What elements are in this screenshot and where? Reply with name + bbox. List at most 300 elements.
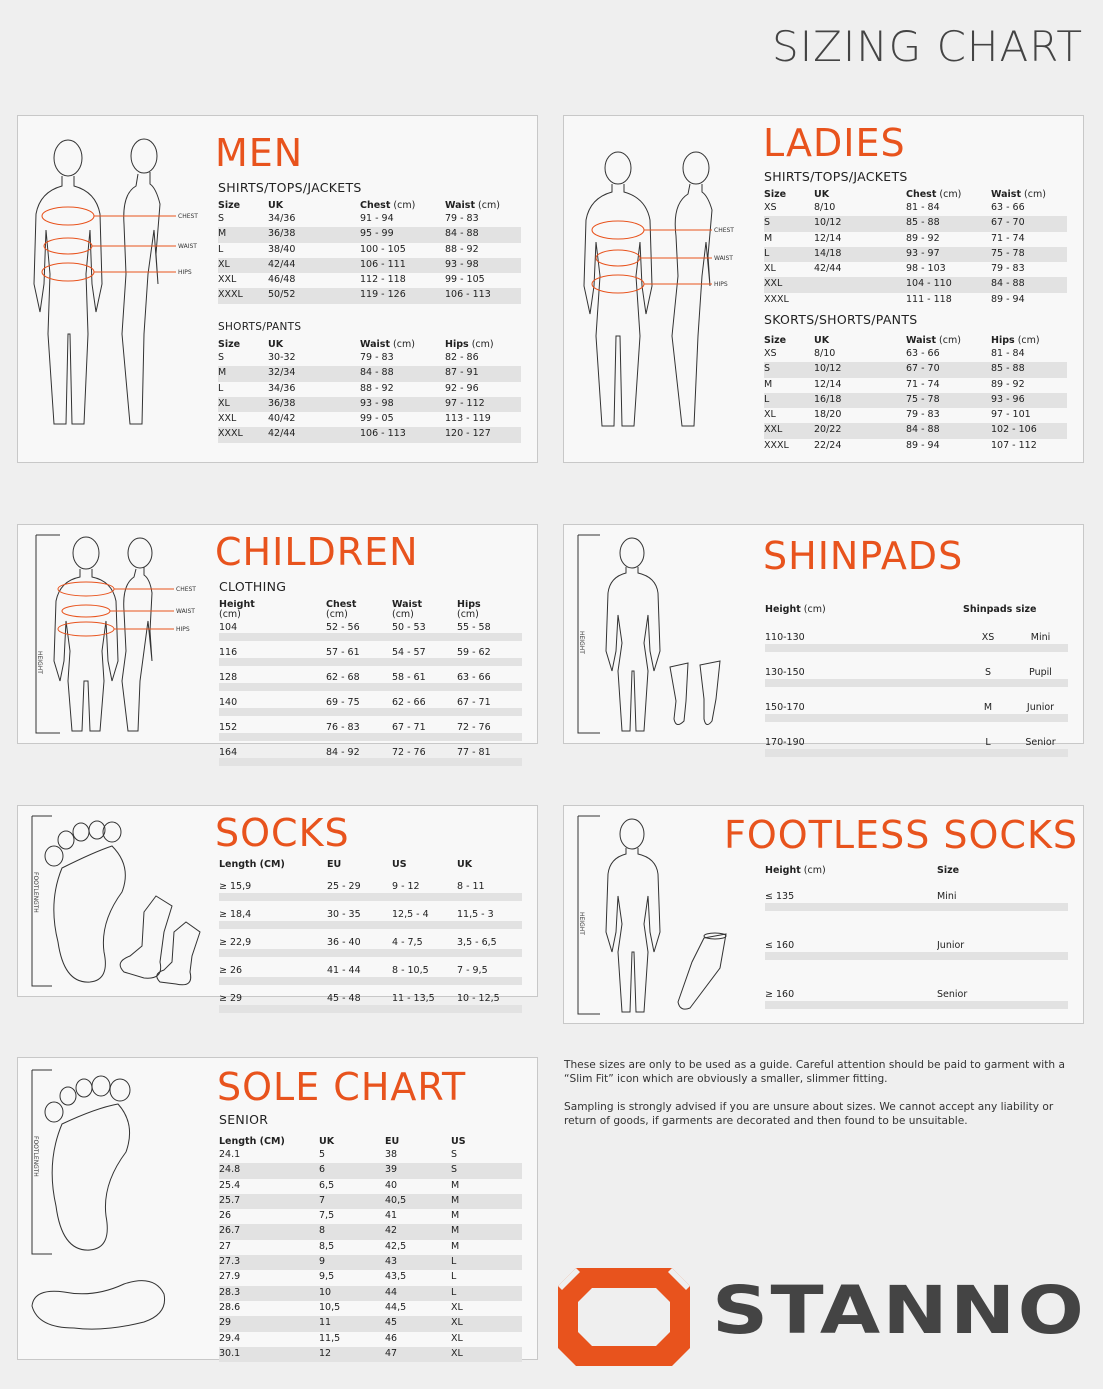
sole-header-cell [319,1135,385,1148]
ladies-shirts-cell: 71 - 74 [991,232,1025,244]
ladies-shorts-cell: 81 - 84 [991,348,1025,359]
sole-cell: 12 [319,1347,332,1359]
men-shorts-header-unit: (cm) [468,339,494,350]
children-cell: 164 [219,747,238,758]
ladies-shorts-cell: 89 - 92 [991,378,1025,390]
children-cell: 67 - 71 [457,697,491,708]
ladies-shirts-row [764,277,1067,292]
men-shirts-row [218,227,521,242]
children-cell: 116 [219,647,238,658]
ladies-shorts-cell: 107 - 112 [991,439,1037,451]
socks-header-cell [219,858,327,871]
ladies-shirts-cell: XS [764,202,777,213]
ladies-shirts-header-cell [764,188,814,201]
shinpads-cell: 150-170 [765,702,805,713]
footless-cell: ≤ 135 [765,891,795,902]
children-card [17,524,538,758]
men-shirts-cell: S [218,213,225,224]
ladies-shirts-header-label: Size [764,189,787,200]
men-shirts-cell: 91 - 94 [360,213,394,224]
shinpads-row [765,737,1068,757]
ladies-shorts-header-cell [906,334,991,347]
sole-cell: 42 [385,1225,398,1237]
ladies-shorts-cell: 84 - 88 [906,424,940,436]
men-shirts-cell: 50/52 [268,289,296,301]
socks-row [219,937,522,957]
children-cell: 62 - 68 [326,672,360,683]
socks-cell: ≥ 29 [219,993,243,1004]
men-shirts-cell: 36/38 [268,228,296,240]
shinpads-cell: 110-130 [765,632,805,643]
men-shirts-row [218,288,521,303]
ladies-shirts-row [764,232,1067,247]
sole-cell: 30.1 [219,1347,241,1359]
ladies-shorts-row [764,362,1067,377]
socks-cell: 25 - 29 [327,881,361,892]
men-shorts-row [218,366,521,381]
men-shirts-row [218,243,521,258]
men-shorts-cell: 82 - 86 [445,352,479,363]
men-shorts-cell: 79 - 83 [360,352,394,363]
ladies-shirts-table [764,188,1067,308]
men-shirts-header-cell [445,199,520,212]
sole-row [219,1332,522,1347]
shinpads-cell: Pupil [1029,667,1052,678]
footless-table [765,864,1068,1038]
men-shirts-cell: XL [218,258,230,270]
ladies-shorts-header-cell [991,334,1066,347]
men-shorts-cell: 120 - 127 [445,428,491,440]
children-cell: 54 - 57 [392,647,426,658]
sole-cell: 43 [385,1256,398,1268]
footless-height-label: HEIGHT [578,912,585,935]
men-shirts-cell: 112 - 118 [360,274,406,286]
men-shorts-body [218,351,521,443]
sole-cell: M [451,1179,460,1191]
men-shorts-header-cell [268,338,360,351]
men-shirts-cell: 42/44 [268,258,296,270]
children-header-label: Chest [326,600,357,610]
socks-row [219,909,522,929]
footless-card [563,805,1084,1024]
children-cell: 84 - 92 [326,747,360,758]
men-shorts-cell: 32/34 [268,367,296,379]
men-hips-label: HIPS [178,269,192,276]
men-shirts-cell: 106 - 111 [360,258,406,270]
socks-cell: 3,5 - 6,5 [457,937,497,948]
sole-cell: 11 [319,1317,332,1329]
men-shirts-row [218,258,521,273]
men-shirts-header-unit: (cm) [475,200,500,211]
ladies-shorts-cell: 102 - 106 [991,424,1037,436]
men-shorts-cell: 84 - 88 [360,367,394,379]
men-shirts-cell: 95 - 99 [360,228,394,240]
children-cell: 72 - 76 [392,747,426,758]
ladies-shirts-header-unit: (cm) [1021,189,1046,200]
socks-cell: 36 - 40 [327,937,361,948]
men-shorts-row [218,427,521,442]
shinpads-height-label: HEIGHT [578,631,585,654]
sole-row [219,1316,522,1331]
children-row [219,722,522,741]
ladies-shorts-header-unit: (cm) [936,335,961,346]
shinpads-header [765,603,1068,616]
shinpads-cell: Senior [1025,737,1056,748]
men-shirts-header-label: UK [268,200,284,211]
shinpads-cell: XS [981,632,995,643]
sole-cell: 26.7 [219,1225,241,1237]
ladies-shirts-body [764,201,1067,308]
sole-cell: 43,5 [385,1271,407,1283]
men-shorts-cell: 34/36 [268,382,296,394]
footless-header-label: Size [937,865,960,876]
shinpads-figure [570,531,750,739]
footless-cell: ≤ 160 [765,940,795,951]
ladies-shirts-row [764,201,1067,216]
children-cell: 52 - 56 [326,622,360,633]
men-shirts-header-label: Chest [360,200,391,211]
ladies-shorts-cell: 97 - 101 [991,409,1031,421]
men-shirts-header [218,199,521,212]
shinpads-table [765,603,1068,772]
men-shirts-cell: 84 - 88 [445,228,479,240]
ladies-title: LADIES [763,121,906,165]
children-cell: 59 - 62 [457,647,491,658]
men-shorts-header-label: Hips [445,339,469,350]
footless-row [765,940,1068,960]
ladies-shorts-cell: 12/14 [814,378,842,390]
socks-foot-label: FOOTLENGTH [32,872,39,913]
ladies-shirts-cell: 81 - 84 [906,202,940,213]
sole-cell: 10 [319,1286,332,1298]
socks-header-cell [327,858,392,871]
ladies-shirts-cell [814,293,906,307]
men-shirts-body [218,212,521,304]
sole-cell: 8,5 [319,1240,335,1252]
stanno-logo-text: STANNO [712,1272,1087,1349]
ladies-shorts-row [764,408,1067,423]
socks-cell: 4 - 7,5 [392,937,423,948]
ladies-shirts-cell: 89 - 94 [991,293,1025,305]
ladies-shirts-cell: S [764,217,771,229]
men-shirts-table [218,199,521,304]
sole-header-cell [219,1135,319,1148]
ladies-shorts-header-label: Size [764,335,787,346]
ladies-shorts-header-unit: (cm) [1014,335,1040,346]
ladies-figure [572,146,757,436]
ladies-shorts-cell: 22/24 [814,439,842,451]
disclaimer-notes [564,1058,1084,1142]
children-cell: 76 - 83 [326,722,360,733]
children-title: CHILDREN [215,530,419,574]
sole-header [219,1135,522,1148]
shinpads-header-label: Height [765,604,801,615]
children-header-unit: (cm) [326,609,348,620]
children-header-label: Height [219,600,255,610]
ladies-shirts-cell: 89 - 92 [906,232,940,244]
ladies-chest-label: CHEST [714,227,734,234]
footless-cell: Senior [937,989,968,1000]
sole-cell: 9 [319,1256,326,1268]
socks-row [219,881,522,901]
ladies-shorts-row [764,347,1067,362]
sole-cell: 7,5 [319,1210,335,1222]
footless-header [765,864,1068,877]
men-shorts-cell: L [218,382,224,394]
men-shorts-row [218,351,521,366]
footless-header-cell [765,864,937,877]
ladies-shirts-cell: 12/14 [814,232,842,244]
ladies-shirts-cell: XXL [764,278,783,290]
men-shirts-cell: 88 - 92 [445,243,479,255]
men-shirts-cell: 106 - 113 [445,289,491,301]
sole-row [219,1255,522,1270]
ladies-shirts-cell: 14/18 [814,247,842,259]
men-shirts-cell: 93 - 98 [445,258,479,270]
children-header-unit: (cm) [457,609,479,620]
footless-figure [570,812,750,1020]
ladies-shirts-cell: 63 - 66 [991,202,1025,213]
men-shorts-cell: 99 - 05 [360,413,394,425]
ladies-shorts-cell: 93 - 96 [991,393,1025,405]
socks-header-label: UK [457,859,473,870]
ladies-shirts-row [764,216,1067,231]
sole-row [219,1194,522,1209]
sole-cell: 44,5 [385,1301,407,1313]
ladies-shorts-row [764,393,1067,408]
sole-header-label: Length (CM) [219,1136,285,1147]
socks-cell: 9 - 12 [392,881,420,892]
men-shorts-cell: 93 - 98 [360,397,394,409]
children-cell: 50 - 53 [392,622,426,633]
sole-row [219,1301,522,1316]
socks-header-label: Length (CM) [219,859,285,870]
children-header-label: Waist [392,600,423,610]
sole-cell: 5 [319,1149,326,1160]
sole-cell: 10,5 [319,1301,341,1313]
men-shorts-cell: 88 - 92 [360,382,394,394]
ladies-shirts-cell: 104 - 110 [906,278,952,290]
sole-row [219,1209,522,1224]
children-figure [24,531,204,739]
sole-header-cell [385,1135,451,1148]
socks-header-cell [457,858,522,871]
sole-cell: 41 [385,1210,398,1222]
sole-cell: 40,5 [385,1194,407,1206]
men-figure [26,134,206,434]
sole-cell: 25.7 [219,1194,241,1206]
men-shirts-cell: 46/48 [268,274,296,286]
ladies-shirts-cell: M [764,232,773,244]
men-shorts-row [218,397,521,412]
ladies-shorts-cell: 71 - 74 [906,378,940,390]
ladies-shorts-cell: XL [764,409,776,421]
sole-table [219,1135,522,1362]
men-shirts-cell: 34/36 [268,213,296,224]
men-shorts-cell: 36/38 [268,397,296,409]
note-guide: These sizes are only to be used as a guide. Careful attention should be paid to garment with a “Slim Fit” icon which are obviously a smaller, slimmer fitting. [564,1059,1065,1085]
ladies-shirts-cell: 93 - 97 [906,247,940,259]
sole-cell: 28.3 [219,1286,241,1298]
socks-cell: 7 - 9,5 [457,965,488,976]
sole-cell: 7 [319,1194,326,1206]
ladies-shirts-header-label: Waist [991,189,1022,200]
ladies-shorts-header-cell [764,334,814,347]
sole-row [219,1163,522,1178]
socks-header-label: US [392,859,407,870]
footless-cell: Mini [937,891,957,902]
socks-header-label: EU [327,859,342,870]
children-chest-label: CHEST [176,586,196,593]
ladies-shirts-header-cell [814,188,906,201]
sole-cell: 28.6 [219,1301,241,1313]
ladies-shorts-header-label: UK [814,335,830,346]
sole-cell: 47 [385,1347,398,1359]
ladies-shorts-cell: XS [764,348,777,359]
sole-row [219,1224,522,1239]
sole-cell: 11,5 [319,1332,341,1344]
ladies-shirts-cell: 111 - 118 [906,293,952,305]
sole-header-label: US [451,1136,466,1147]
socks-cell: ≥ 15,9 [219,881,252,892]
footless-header-unit: (cm) [800,865,826,876]
socks-row [219,965,522,985]
footless-header-label: Height [765,865,801,876]
children-cell: 55 - 58 [457,622,491,633]
men-shorts-subtitle: SHORTS/PANTS [218,321,302,333]
ladies-shirts-cell: 10/12 [814,217,842,229]
socks-header-cell [392,858,457,871]
men-shorts-header-cell [218,338,268,351]
children-header-unit: (cm) [392,609,414,620]
men-shorts-cell: M [218,367,227,379]
sole-row [219,1270,522,1285]
children-header-cell [219,600,326,620]
sole-cell: 46 [385,1332,398,1344]
shinpads-header-label: Shinpads size [963,604,1037,615]
ladies-shorts-cell: XXXL [764,439,789,451]
ladies-shirts-subtitle: SHIRTS/TOPS/JACKETS [764,169,908,184]
sole-figure [24,1066,214,1356]
ladies-shorts-cell: 8/10 [814,348,836,359]
sole-row [219,1286,522,1301]
sole-cell: 42,5 [385,1240,407,1252]
note-sampling: Sampling is strongly advised if you are unsure about sizes. We cannot accept any liability or return of goods, if garments are decorated and then found to be unsuitable. [564,1101,1054,1127]
sole-cell: XL [451,1317,463,1329]
sole-cell: 25.4 [219,1179,241,1191]
men-shirts-row [218,273,521,288]
ladies-shirts-row [764,247,1067,262]
children-cell: 62 - 66 [392,697,426,708]
ladies-card [563,115,1084,463]
shinpads-header-cell [765,603,963,616]
men-shorts-cell: 106 - 113 [360,428,406,440]
ladies-shorts-cell: 16/18 [814,393,842,405]
men-shirts-header-label: Size [218,200,241,211]
sole-cell: 38 [385,1149,398,1160]
socks-cell: 8 - 11 [457,881,485,892]
men-shorts-cell: XXXL [218,428,243,440]
children-row [219,672,522,691]
children-cell: 104 [219,622,238,633]
sole-cell: S [451,1164,458,1176]
sole-cell: L [451,1286,457,1298]
children-header-cell [457,600,522,620]
children-header-unit: (cm) [219,609,241,620]
page-title: SIZING CHART [772,22,1083,71]
socks-cell: 45 - 48 [327,993,361,1004]
men-shirts-header-cell [268,199,360,212]
footless-row [765,989,1068,1009]
sole-card [17,1057,538,1360]
shinpads-cell: 170-190 [765,737,805,748]
sole-cell: L [451,1256,457,1268]
footless-title: FOOTLESS SOCKS [724,813,1078,857]
ladies-shorts-row [764,378,1067,393]
men-shorts-cell: XXL [218,413,237,425]
men-shorts-header-unit: (cm) [390,339,415,350]
socks-cell: ≥ 22,9 [219,937,252,948]
children-header-cell [326,600,392,620]
ladies-shorts-cell: S [764,363,771,375]
ladies-hips-label: HIPS [714,281,728,288]
children-hips-label: HIPS [176,626,190,633]
men-shirts-cell: 79 - 83 [445,213,479,224]
men-shirts-cell: L [218,243,224,255]
ladies-shirts-header-cell [991,188,1066,201]
socks-cell: 41 - 44 [327,965,361,976]
stanno-logo-mark [558,1268,690,1370]
children-cell: 128 [219,672,238,683]
children-body [219,622,522,766]
sole-cell: 44 [385,1286,398,1298]
ladies-shorts-header-label: Waist [906,335,937,346]
sole-subtitle: SENIOR [219,1112,269,1127]
sole-foot-label: FOOTLENGTH [32,1136,39,1177]
sole-row [219,1347,522,1362]
men-shorts-cell: XL [218,397,230,409]
ladies-shirts-row [764,293,1067,308]
sole-cell: 24.1 [219,1149,241,1160]
footless-header-cell [937,864,1068,877]
socks-header [219,858,522,871]
men-shorts-cell: 30-32 [268,352,296,363]
ladies-waist-label: WAIST [714,255,733,262]
shinpads-cell: S [984,667,992,678]
sole-cell: 27.3 [219,1256,241,1268]
men-shirts-cell: 119 - 126 [360,289,406,301]
men-shorts-cell: S [218,352,225,363]
men-shirts-cell: XXXL [218,289,243,301]
ladies-shirts-header-label: Chest [906,189,937,200]
ladies-shirts-row [764,262,1067,277]
men-waist-label: WAIST [178,243,197,250]
socks-cell: ≥ 18,4 [219,909,252,920]
ladies-shirts-header-unit: (cm) [936,189,962,200]
sole-cell: 8 [319,1225,326,1237]
sole-cell: XL [451,1347,463,1359]
sole-header-label: UK [319,1136,335,1147]
men-shirts-header-cell [218,199,268,212]
children-row [219,622,522,641]
socks-cell: 10 - 12,5 [457,993,500,1004]
children-cell: 58 - 61 [392,672,426,683]
socks-cell: 30 - 35 [327,909,361,920]
children-header-cell [392,600,457,620]
children-header-label: Hips [457,600,481,610]
children-cell: 72 - 76 [457,722,491,733]
ladies-shirts-header [764,188,1067,201]
